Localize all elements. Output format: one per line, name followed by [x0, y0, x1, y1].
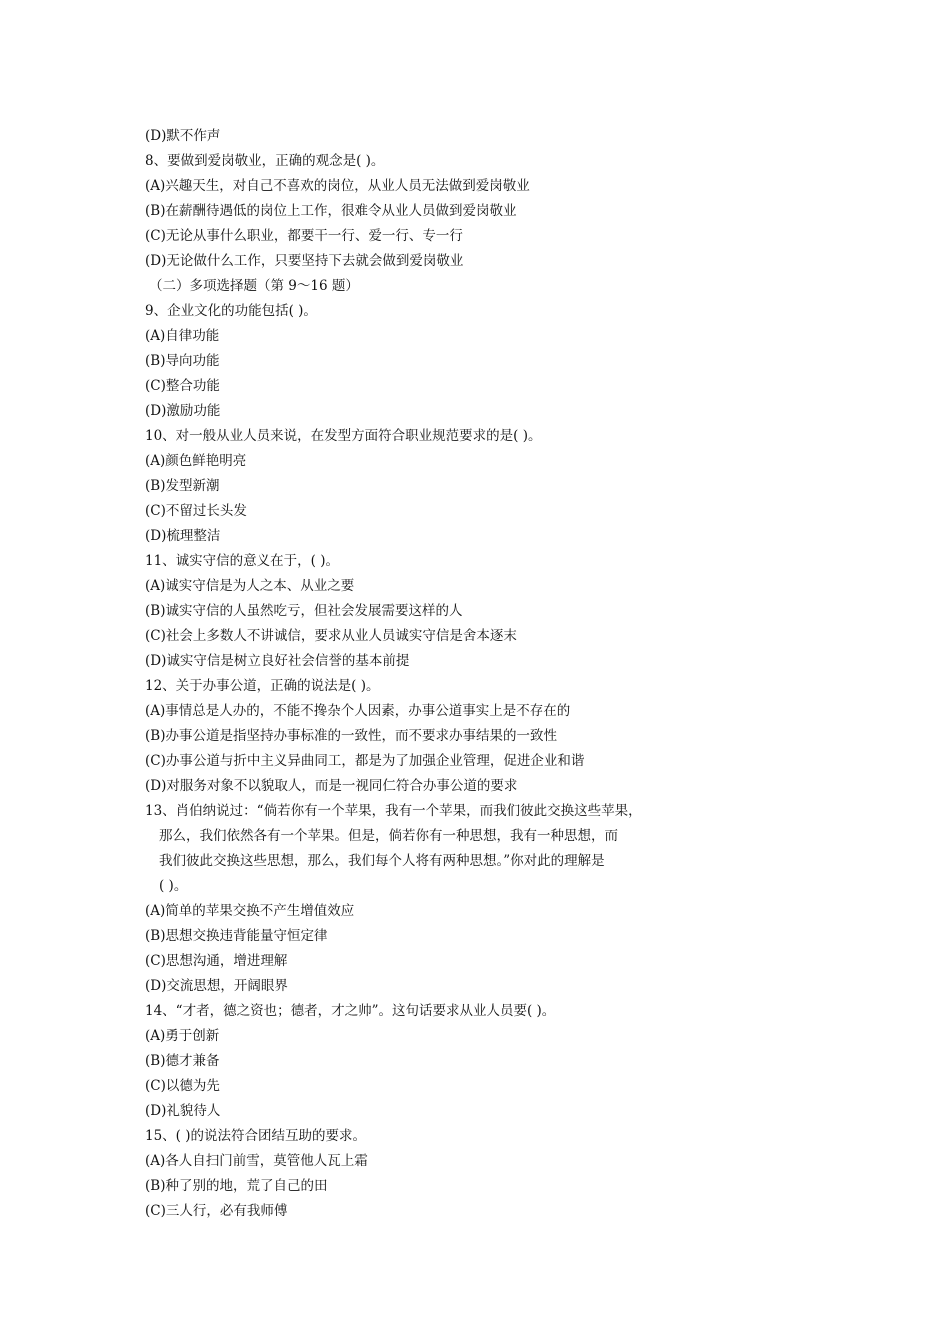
- question-continuation: ( )。: [159, 878, 188, 894]
- option-line: (D)礼貌待人: [145, 1103, 221, 1119]
- option-line: (B)发型新潮: [145, 478, 220, 494]
- option-line: (D)梳理整洁: [145, 528, 221, 544]
- option-line: (B)诚实守信的人虽然吃亏，但社会发展需要这样的人: [145, 603, 463, 619]
- option-line: (D)交流思想，开阔眼界: [145, 978, 288, 994]
- option-line: (B)思想交换违背能量守恒定律: [145, 928, 328, 944]
- option-line: (B)在薪酬待遇低的岗位上工作，很难令从业人员做到爱岗敬业: [145, 203, 517, 219]
- option-line: (C)无论从事什么职业，都要干一行、爱一行、专一行: [145, 228, 463, 244]
- document-body: [145, 124, 705, 1224]
- option-line: (C)以德为先: [145, 1078, 220, 1094]
- question-line: 11、诚实守信的意义在于，( )。: [145, 553, 340, 569]
- option-line: (D)对服务对象不以貌取人，而是一视同仁符合办事公道的要求: [145, 778, 518, 794]
- question-continuation: 那么，我们依然各有一个苹果。但是，倘若你有一种思想，我有一种思想，而: [159, 828, 618, 844]
- question-line: 13、肖伯纳说过：“倘若你有一个苹果，我有一个苹果，而我们彼此交换这些苹果，: [145, 803, 642, 819]
- option-line: (C)三人行，必有我师傅: [145, 1203, 288, 1219]
- option-line: (A)诚实守信是为人之本、从业之要: [145, 578, 355, 594]
- question-line: 10、对一般从业人员来说，在发型方面符合职业规范要求的是( )。: [145, 428, 542, 444]
- question-line: 12、关于办事公道，正确的说法是( )。: [145, 678, 380, 694]
- question-continuation: 我们彼此交换这些思想，那么，我们每个人将有两种思想。”你对此的理解是: [159, 853, 605, 869]
- option-line: (D)默不作声: [145, 128, 221, 144]
- option-line: (C)不留过长头发: [145, 503, 247, 519]
- option-line: (A)各人自扫门前雪，莫管他人瓦上霜: [145, 1153, 368, 1169]
- option-line: (B)德才兼备: [145, 1053, 220, 1069]
- question-line: 9、企业文化的功能包括( )。: [145, 303, 317, 319]
- section-heading: （二）多项选择题（第 9～16 题）: [149, 278, 359, 294]
- option-line: (A)兴趣天生，对自己不喜欢的岗位，从业人员无法做到爱岗敬业: [145, 178, 530, 194]
- question-line: 15、( )的说法符合团结互助的要求。: [145, 1128, 367, 1144]
- option-line: (A)颜色鲜艳明亮: [145, 453, 247, 469]
- option-line: (A)简单的苹果交换不产生增值效应: [145, 903, 355, 919]
- question-line: 8、要做到爱岗敬业，正确的观念是( )。: [145, 153, 385, 169]
- option-line: (C)社会上多数人不讲诚信，要求从业人员诚实守信是舍本逐末: [145, 628, 517, 644]
- option-line: (D)无论做什么工作，只要坚持下去就会做到爱岗敬业: [145, 253, 464, 269]
- option-line: (B)办事公道是指坚持办事标准的一致性，而不要求办事结果的一致性: [145, 728, 557, 744]
- option-line: (A)自律功能: [145, 328, 220, 344]
- option-line: (C)思想沟通，增进理解: [145, 953, 288, 969]
- option-line: (D)诚实守信是树立良好社会信誉的基本前提: [145, 653, 410, 669]
- option-line: (C)办事公道与折中主义异曲同工，都是为了加强企业管理，促进企业和谐: [145, 753, 585, 769]
- option-line: (A)事情总是人办的，不能不搀杂个人因素，办事公道事实上是不存在的: [145, 703, 571, 719]
- question-line: 14、“才者，德之资也；德者，才之帅”。这句话要求从业人员要( )。: [145, 1003, 556, 1019]
- option-line: (B)导向功能: [145, 353, 220, 369]
- option-line: (A)勇于创新: [145, 1028, 220, 1044]
- option-line: (B)种了别的地，荒了自己的田: [145, 1178, 328, 1194]
- option-line: (C)整合功能: [145, 378, 220, 394]
- option-line: (D)激励功能: [145, 403, 221, 419]
